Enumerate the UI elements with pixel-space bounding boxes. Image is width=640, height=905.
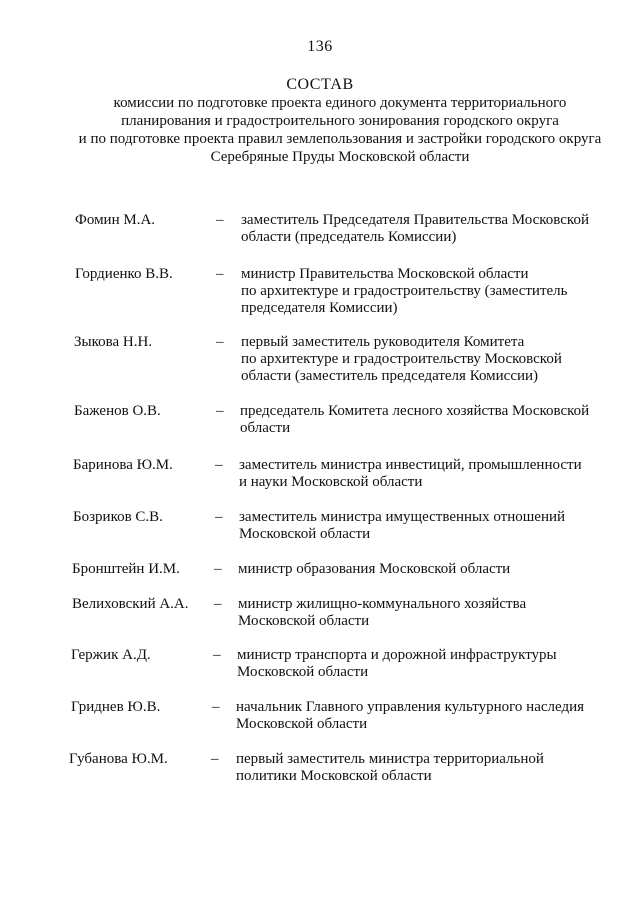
subtitle-line: и по подготовке проекта правил землепользования и застройки городского округа (78, 131, 602, 147)
role-line: и науки Московской области (239, 474, 423, 490)
document-title: СОСТАВ (286, 76, 354, 93)
role-line: председателя Комиссии) (241, 300, 398, 316)
member-role (241, 212, 621, 246)
member-dash: – (212, 699, 220, 715)
role-line: заместитель министра инвестиций, промышленности (239, 457, 582, 473)
member-role (241, 334, 621, 385)
member-dash: – (216, 266, 224, 282)
member-dash: – (215, 509, 223, 525)
member-dash: – (211, 751, 219, 767)
member-name: Гриднев Ю.В. (71, 699, 161, 715)
member-name: Баринова Ю.М. (73, 457, 173, 473)
member-name: Зыкова Н.Н. (74, 334, 153, 350)
role-line: первый заместитель министра территориальной (236, 751, 544, 767)
role-line: области (заместитель председателя Комиссии) (241, 368, 539, 384)
member-name: Гержик А.Д. (71, 647, 151, 663)
member-dash: – (214, 596, 222, 612)
member-name: Баженов О.В. (74, 403, 161, 419)
member-role (237, 647, 617, 681)
member-dash: – (216, 403, 224, 419)
member-role (239, 457, 619, 491)
member-name: Фомин М.А. (75, 212, 156, 228)
member-role (236, 751, 616, 785)
role-line: министр Правительства Московской области (241, 266, 529, 282)
role-line: Московской области (236, 716, 368, 732)
role-line: председатель Комитета лесного хозяйства Московской (240, 403, 590, 419)
subtitle-line: планирования и градостроительного зонирования городского округа (121, 113, 559, 129)
role-line: Московской области (239, 526, 371, 542)
role-line: заместитель Председателя Правительства Московской (241, 212, 589, 228)
member-role (239, 509, 619, 543)
subtitle-line: Серебряные Пруды Московской области (210, 149, 470, 165)
role-line: министр транспорта и дорожной инфраструктуры (237, 647, 557, 663)
page-number: 136 (307, 38, 333, 55)
role-line: по архитектуре и градостроительству (заместитель (241, 283, 568, 299)
role-line: Московской области (237, 664, 369, 680)
member-role (241, 266, 621, 317)
role-line: области (председатель Комиссии) (241, 229, 457, 245)
member-role (238, 596, 618, 630)
member-dash: – (215, 457, 223, 473)
role-line: первый заместитель руководителя Комитета (241, 334, 525, 350)
member-dash: – (214, 561, 222, 577)
member-role (238, 561, 618, 578)
member-role (236, 699, 616, 733)
member-name: Губанова Ю.М. (69, 751, 168, 767)
member-dash: – (216, 334, 224, 350)
role-line: министр образования Московской области (238, 561, 511, 577)
member-name: Гордиенко В.В. (75, 266, 173, 282)
role-line: министр жилищно-коммунального хозяйства (238, 596, 527, 612)
member-name: Бронштейн И.М. (72, 561, 180, 577)
member-dash: – (216, 212, 224, 228)
member-dash: – (213, 647, 221, 663)
member-name: Бозриков С.В. (73, 509, 163, 525)
role-line: области (240, 420, 291, 436)
member-role (240, 403, 620, 437)
role-line: Московской области (238, 613, 370, 629)
role-line: начальник Главного управления культурного наследия (236, 699, 585, 715)
member-name: Велиховский А.А. (72, 596, 189, 612)
subtitle-line: комиссии по подготовке проекта единого документа территориального (113, 95, 567, 111)
role-line: заместитель министра имущественных отношений (239, 509, 566, 525)
role-line: по архитектуре и градостроительству Московской (241, 351, 562, 367)
role-line: политики Московской области (236, 768, 432, 784)
